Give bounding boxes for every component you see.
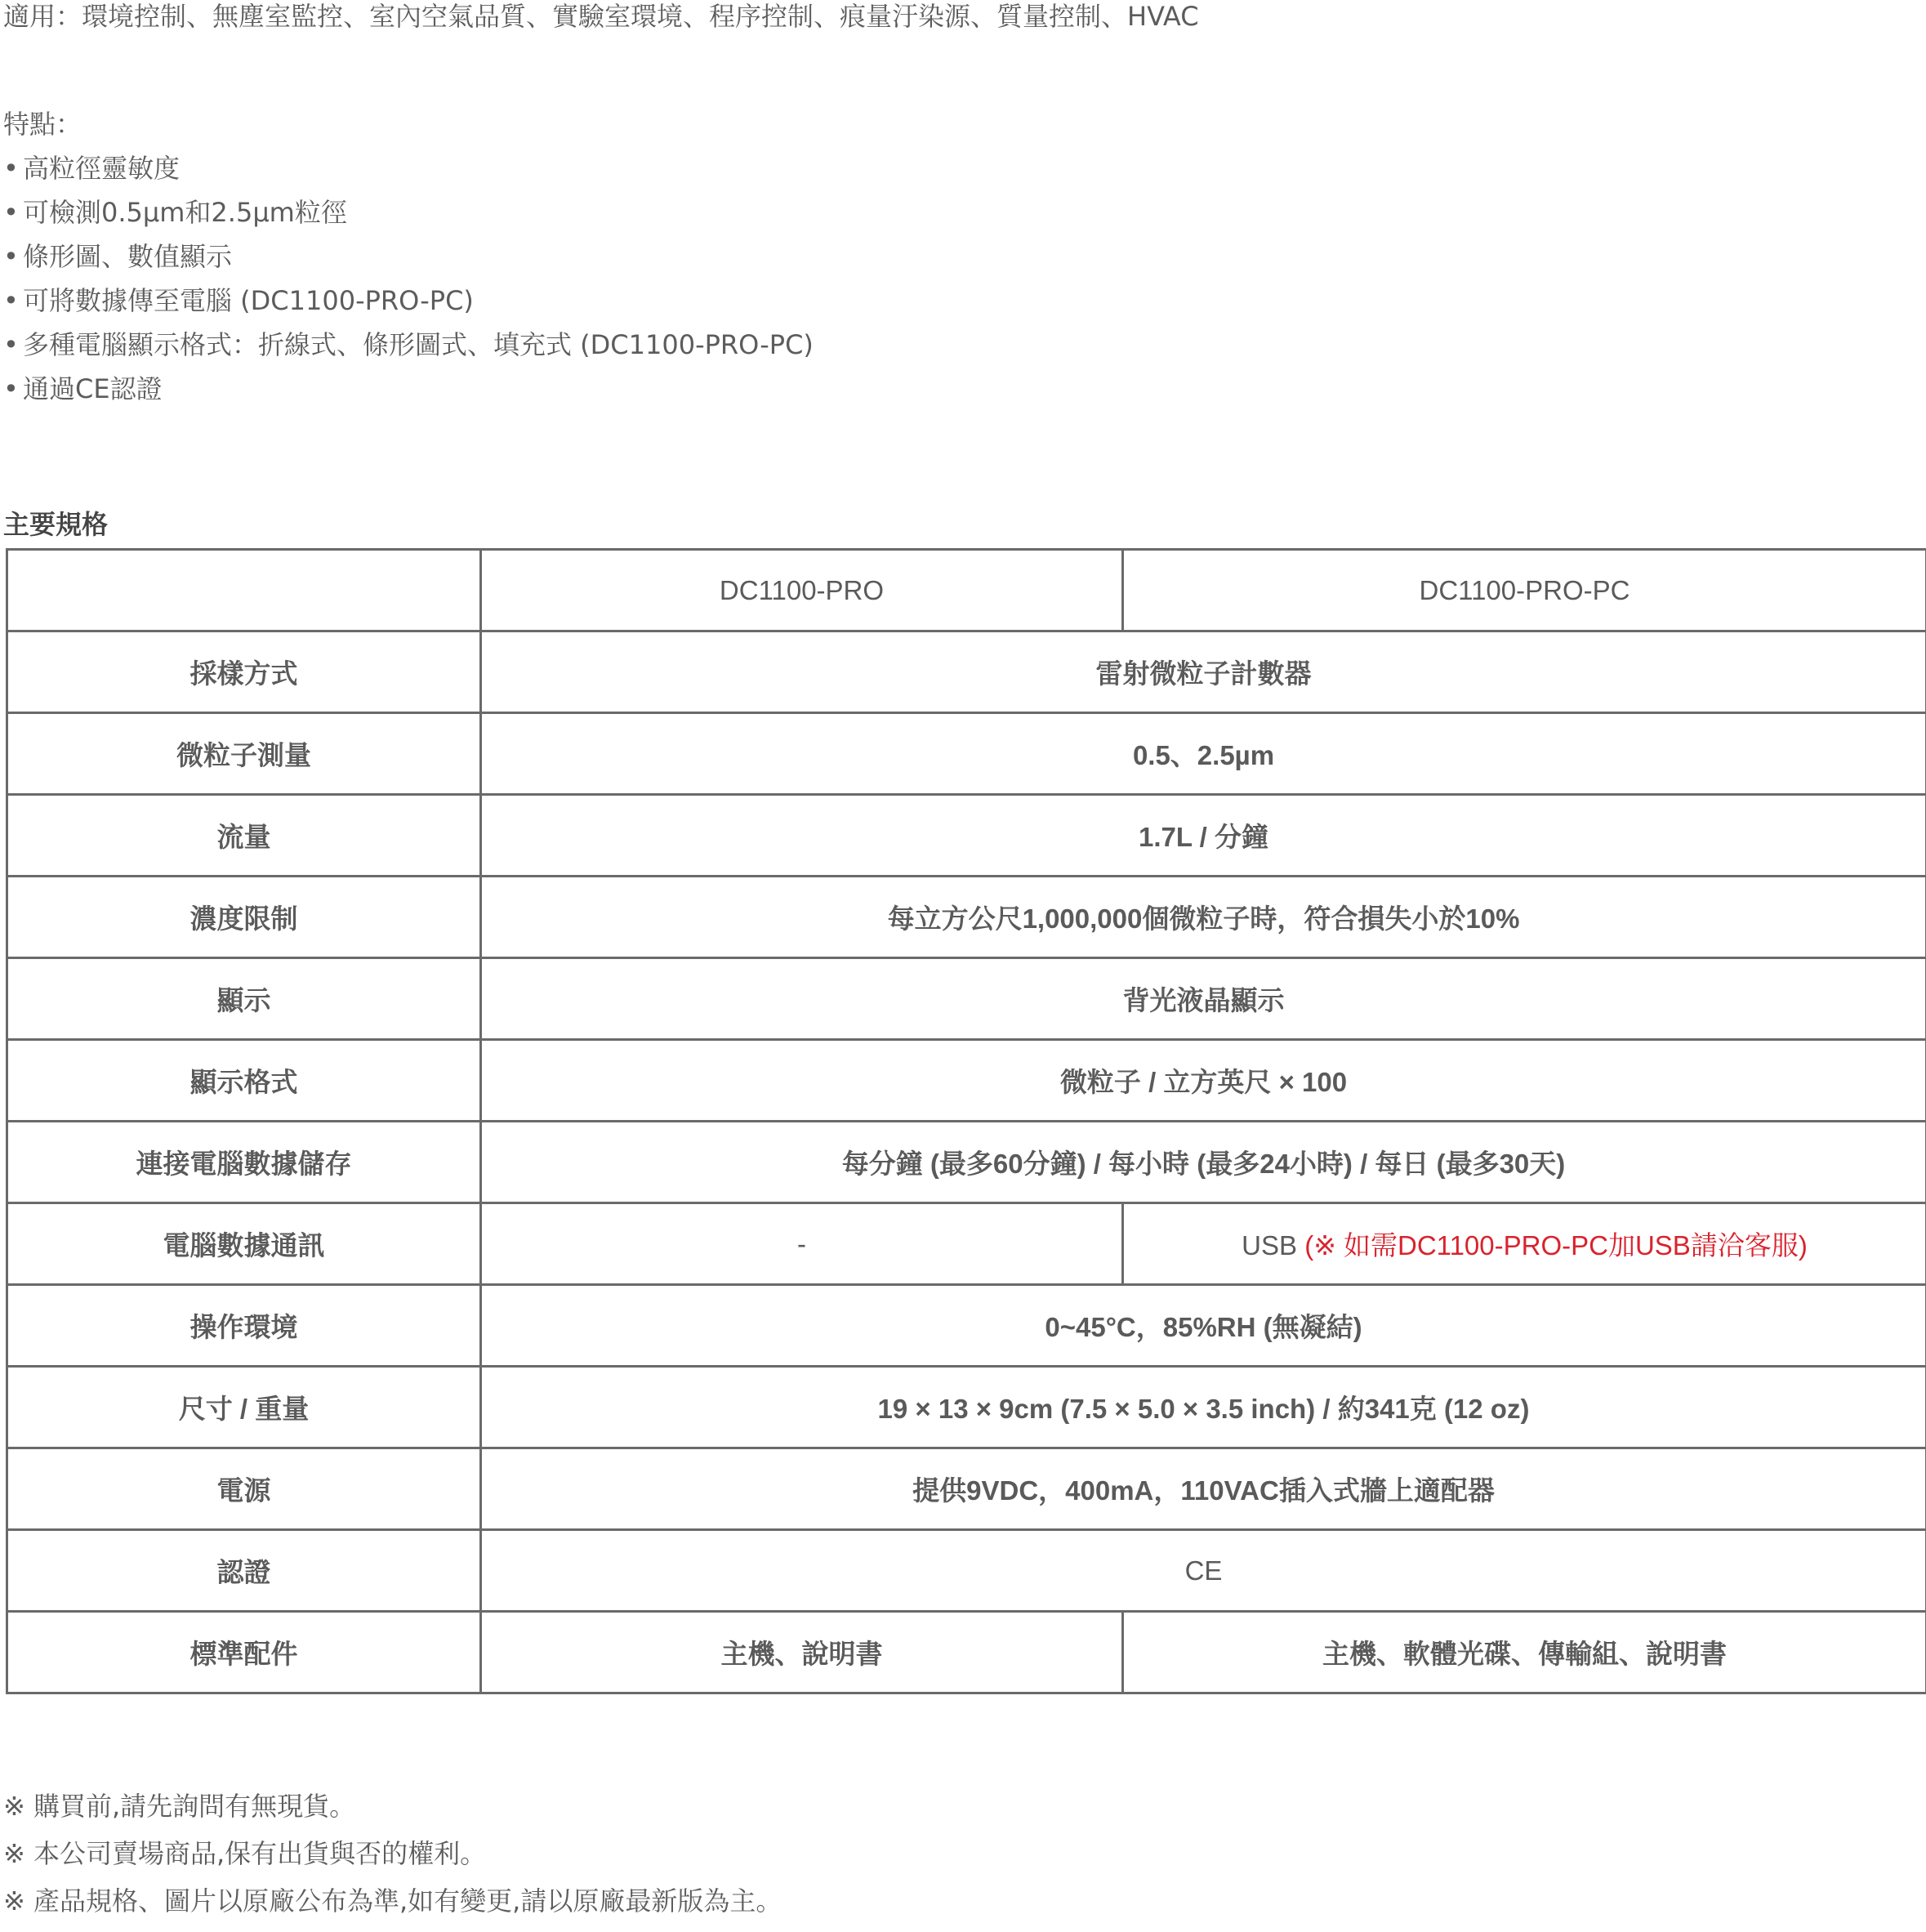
table-row xyxy=(7,1040,1926,1122)
row-label: 顯示格式 xyxy=(7,1040,481,1122)
feature-item xyxy=(3,284,814,317)
note-line: ※ 產品規格、圖片以原廠公布為準,如有變更,請以原廠最新版為主。 xyxy=(3,1885,782,1917)
feature-item xyxy=(3,240,814,273)
row-value: 提供9VDC，400mA，110VAC插入式牆上適配器 xyxy=(481,1448,1926,1530)
row-value-model-a: - xyxy=(481,1203,1123,1285)
row-value: CE xyxy=(481,1530,1926,1612)
usb-note: (※ 如需DC1100-PRO-PC加USB請洽客服) xyxy=(1304,1230,1808,1260)
features-title: 特點： xyxy=(3,108,814,141)
feature-text: 通過CE認證 xyxy=(23,373,163,404)
row-label: 認證 xyxy=(7,1530,481,1612)
row-value-model-a: 主機、說明書 xyxy=(481,1612,1123,1693)
bullet-icon: • xyxy=(3,196,23,229)
specs-title: 主要規格 xyxy=(3,508,108,541)
bullet-icon: • xyxy=(3,240,23,273)
table-row xyxy=(7,877,1926,958)
header-model-b: DC1100-PRO-PC xyxy=(1123,550,1926,631)
row-label: 尺寸 / 重量 xyxy=(7,1367,481,1448)
row-value: 雷射微粒子計數器 xyxy=(481,631,1926,713)
usb-text: USB xyxy=(1242,1230,1297,1260)
row-value-model-b: 主機、軟體光碟、傳輸組、說明書 xyxy=(1123,1612,1926,1693)
row-value: 微粒子 / 立方英尺 × 100 xyxy=(481,1040,1926,1122)
table-row xyxy=(7,1612,1926,1693)
row-value: 0~45°C，85%RH (無凝結) xyxy=(481,1285,1926,1367)
feature-text: 條形圖、數值顯示 xyxy=(23,241,232,272)
table-row xyxy=(7,795,1926,877)
row-label: 電源 xyxy=(7,1448,481,1530)
row-label: 連接電腦數據儲存 xyxy=(7,1122,481,1203)
bullet-icon: • xyxy=(3,373,23,405)
row-label: 顯示 xyxy=(7,958,481,1040)
bullet-icon: • xyxy=(3,284,23,317)
row-value: 背光液晶顯示 xyxy=(481,958,1926,1040)
row-value: 0.5、2.5µm xyxy=(481,713,1926,795)
bullet-icon: • xyxy=(3,328,23,361)
table-row xyxy=(7,1367,1926,1448)
feature-item xyxy=(3,328,814,361)
row-label: 採樣方式 xyxy=(7,631,481,713)
row-label: 電腦數據通訊 xyxy=(7,1203,481,1285)
row-value-model-b xyxy=(1123,1203,1926,1285)
row-label: 操作環境 xyxy=(7,1285,481,1367)
feature-item xyxy=(3,196,814,229)
note-line: ※ 本公司賣場商品,保有出貨與否的權利。 xyxy=(3,1837,782,1870)
row-label: 標準配件 xyxy=(7,1612,481,1693)
header-blank-cell xyxy=(7,550,481,631)
feature-text: 可將數據傳至電腦 (DC1100-PRO-PC) xyxy=(23,285,474,316)
row-label: 濃度限制 xyxy=(7,877,481,958)
spec-table xyxy=(6,548,1926,1694)
row-value: 每分鐘 (最多60分鐘) / 每小時 (最多24小時) / 每日 (最多30天) xyxy=(481,1122,1926,1203)
table-row xyxy=(7,631,1926,713)
row-value: 每立方公尺1,000,000個微粒子時，符合損失小於10% xyxy=(481,877,1926,958)
header-model-a: DC1100-PRO xyxy=(481,550,1123,631)
notes-section xyxy=(3,1790,782,1932)
row-value: 19 × 13 × 9cm (7.5 × 5.0 × 3.5 inch) / 約341克 (12 oz) xyxy=(481,1367,1926,1448)
feature-item xyxy=(3,373,814,405)
features-section xyxy=(3,108,814,417)
table-row xyxy=(7,1530,1926,1612)
table-row xyxy=(7,958,1926,1040)
bullet-icon: • xyxy=(3,152,23,185)
row-label: 微粒子測量 xyxy=(7,713,481,795)
feature-text: 可檢測0.5µm和2.5µm粒徑 xyxy=(23,197,347,228)
applications-text: 適用：環境控制、無塵室監控、室內空氣品質、實驗室環境、程序控制、痕量汙染源、質量控制、HVAC xyxy=(3,0,1199,33)
feature-text: 高粒徑靈敏度 xyxy=(23,153,180,184)
table-header-row xyxy=(7,550,1926,631)
table-row xyxy=(7,1122,1926,1203)
note-line: ※ 購買前,請先詢問有無現貨。 xyxy=(3,1790,782,1823)
row-value: 1.7L / 分鐘 xyxy=(481,795,1926,877)
feature-item xyxy=(3,152,814,185)
row-label: 流量 xyxy=(7,795,481,877)
feature-text: 多種電腦顯示格式：折線式、條形圖式、填充式 (DC1100-PRO-PC) xyxy=(23,329,814,360)
table-row xyxy=(7,1285,1926,1367)
table-row xyxy=(7,1203,1926,1285)
table-row xyxy=(7,1448,1926,1530)
table-row xyxy=(7,713,1926,795)
